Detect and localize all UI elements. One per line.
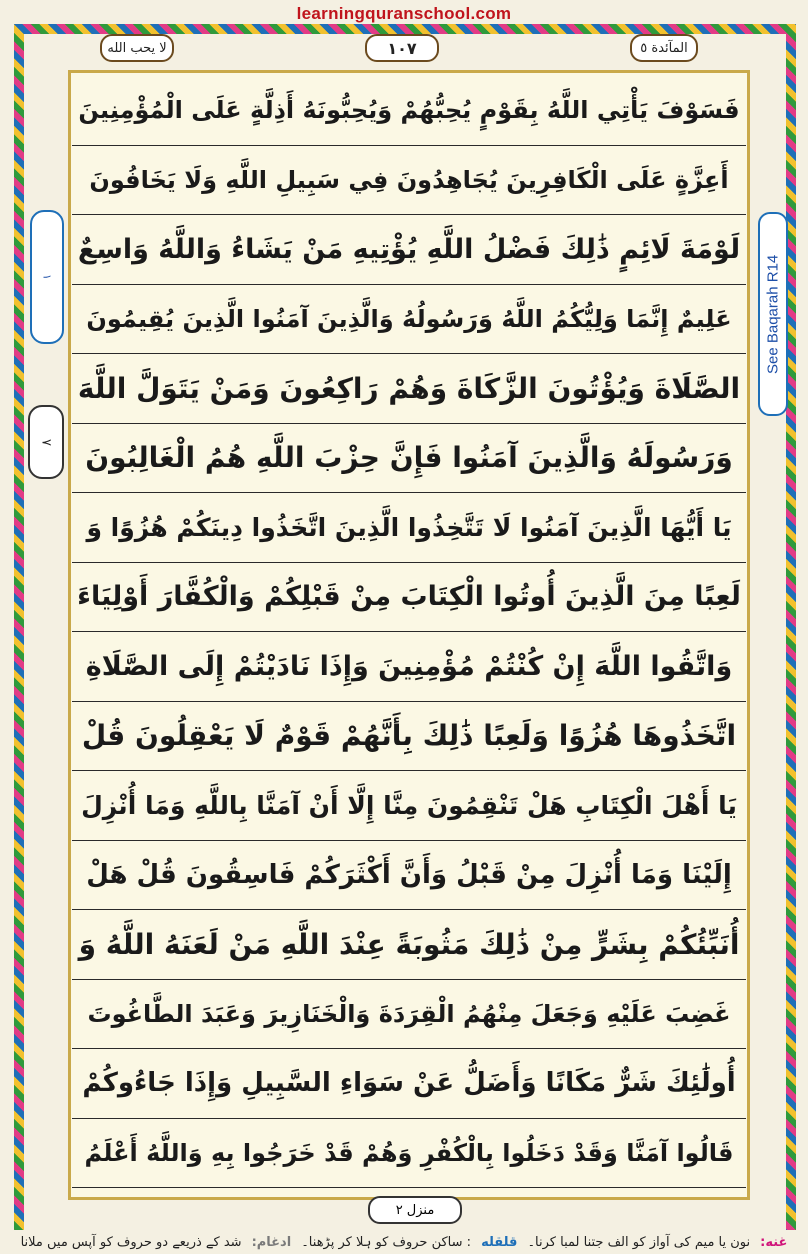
text-line: وَاتَّقُوا اللَّهَ إِنْ كُنْتُمْ مُؤْمِنِينَ وَإِذَا نَادَيْتُمْ إِلَى الصَّلَاةِ	[72, 632, 746, 702]
text-line: أُنَبِّئُكُمْ بِشَرٍّ مِنْ ذَٰلِكَ مَثُوبَةً عِنْدَ اللَّهِ مَنْ لَعَنَهُ اللَّهُ وَ	[72, 910, 746, 980]
qalqala-text: : ساکن حروف کو ہلا کر پڑھنا۔	[301, 1234, 472, 1250]
text-line: إِلَيْنَا وَمَا أُنْزِلَ مِنْ قَبْلُ وَأَنَّ أَكْثَرَكُمْ فَاسِقُونَ قُلْ هَلْ	[72, 841, 746, 911]
site-url: learningquranschool.com	[296, 4, 512, 23]
text-line: وَرَسُولَهُ وَالَّذِينَ آمَنُوا فَإِنَّ حِزْبَ اللَّهِ هُمُ الْغَالِبُونَ	[72, 424, 746, 494]
text-line: يَا أَهْلَ الْكِتَابِ هَلْ تَنْقِمُونَ مِنَّا إِلَّا أَنْ آمَنَّا بِاللَّهِ وَمَا أُنْزِلَ	[72, 771, 746, 841]
page-header	[100, 34, 700, 64]
idgham-label: ادغام:	[251, 1234, 292, 1250]
ruku-marker: ١	[30, 210, 64, 344]
text-line: لَوْمَةَ لَائِمٍ ذَٰلِكَ فَضْلُ اللَّهِ يُؤْتِيهِ مَنْ يَشَاءُ وَاللَّهُ وَاسِعٌ	[72, 215, 746, 285]
text-line: اتَّخَذُوهَا هُزُوًا وَلَعِبًا ذَٰلِكَ بِأَنَّهُمْ قَوْمٌ لَا يَعْقِلُونَ قُلْ	[72, 702, 746, 772]
text-line: يَا أَيُّهَا الَّذِينَ آمَنُوا لَا تَتَّخِذُوا الَّذِينَ اتَّخَذُوا دِينَكُمْ هُزُوًا وَ	[72, 493, 746, 563]
text-line: أُولَٰئِكَ شَرٌّ مَكَانًا وَأَضَلُّ عَنْ سَوَاءِ السَّبِيلِ وَإِذَا جَاءُوكُمْ	[72, 1049, 746, 1119]
juz-label: لا يحب الله	[100, 34, 174, 62]
tajweed-legend	[0, 1230, 808, 1254]
quran-text-block	[72, 76, 746, 1188]
idgham-text: شد کے ذریعے دو حروف کو آپس میں ملانا	[20, 1234, 242, 1250]
text-line: الصَّلَاةَ وَيُؤْتُونَ الزَّكَاةَ وَهُمْ رَاكِعُونَ وَمَنْ يَتَوَلَّ اللَّهَ	[72, 354, 746, 424]
text-line: لَعِبًا مِنَ الَّذِينَ أُوتُوا الْكِتَابَ مِنْ قَبْلِكُمْ وَالْكُفَّارَ أَوْلِيَاءَ	[72, 563, 746, 633]
text-line: أَعِزَّةٍ عَلَى الْكَافِرِينَ يُجَاهِدُونَ فِي سَبِيلِ اللَّهِ وَلَا يَخَافُونَ	[72, 146, 746, 216]
cross-reference-note: See Baqarah R14	[758, 212, 788, 416]
page-number: ١٠٧	[365, 34, 439, 62]
text-line: غَضِبَ عَلَيْهِ وَجَعَلَ مِنْهُمُ الْقِرَدَةَ وَالْخَنَازِيرَ وَعَبَدَ الطَّاغُوتَ	[72, 980, 746, 1050]
qalqala-label: قلقله	[481, 1234, 518, 1250]
text-line: قَالُوا آمَنَّا وَقَدْ دَخَلُوا بِالْكُفْرِ وَهُمْ قَدْ خَرَجُوا بِهِ وَاللَّهُ أَعْلَمُ	[72, 1119, 746, 1189]
ghunna-label: غنه:	[760, 1234, 788, 1250]
text-line: عَلِيمٌ إِنَّمَا وَلِيُّكُمُ اللَّهُ وَرَسُولُهُ وَالَّذِينَ آمَنُوا الَّذِينَ يُقِيمُونَ	[72, 285, 746, 355]
manzil-marker: منزل ٢	[368, 1196, 462, 1224]
text-line: فَسَوْفَ يَأْتِي اللَّهُ بِقَوْمٍ يُحِبُّهُمْ وَيُحِبُّونَهُ أَذِلَّةٍ عَلَى الْمُؤْمِنِينَ	[72, 76, 746, 146]
surah-label: المآئدة ٥	[630, 34, 698, 62]
ruku-marker-2: ٧	[28, 405, 64, 479]
ghunna-text: نون یا میم کی آواز کو الف جتنا لمبا کرنا۔	[527, 1234, 751, 1250]
